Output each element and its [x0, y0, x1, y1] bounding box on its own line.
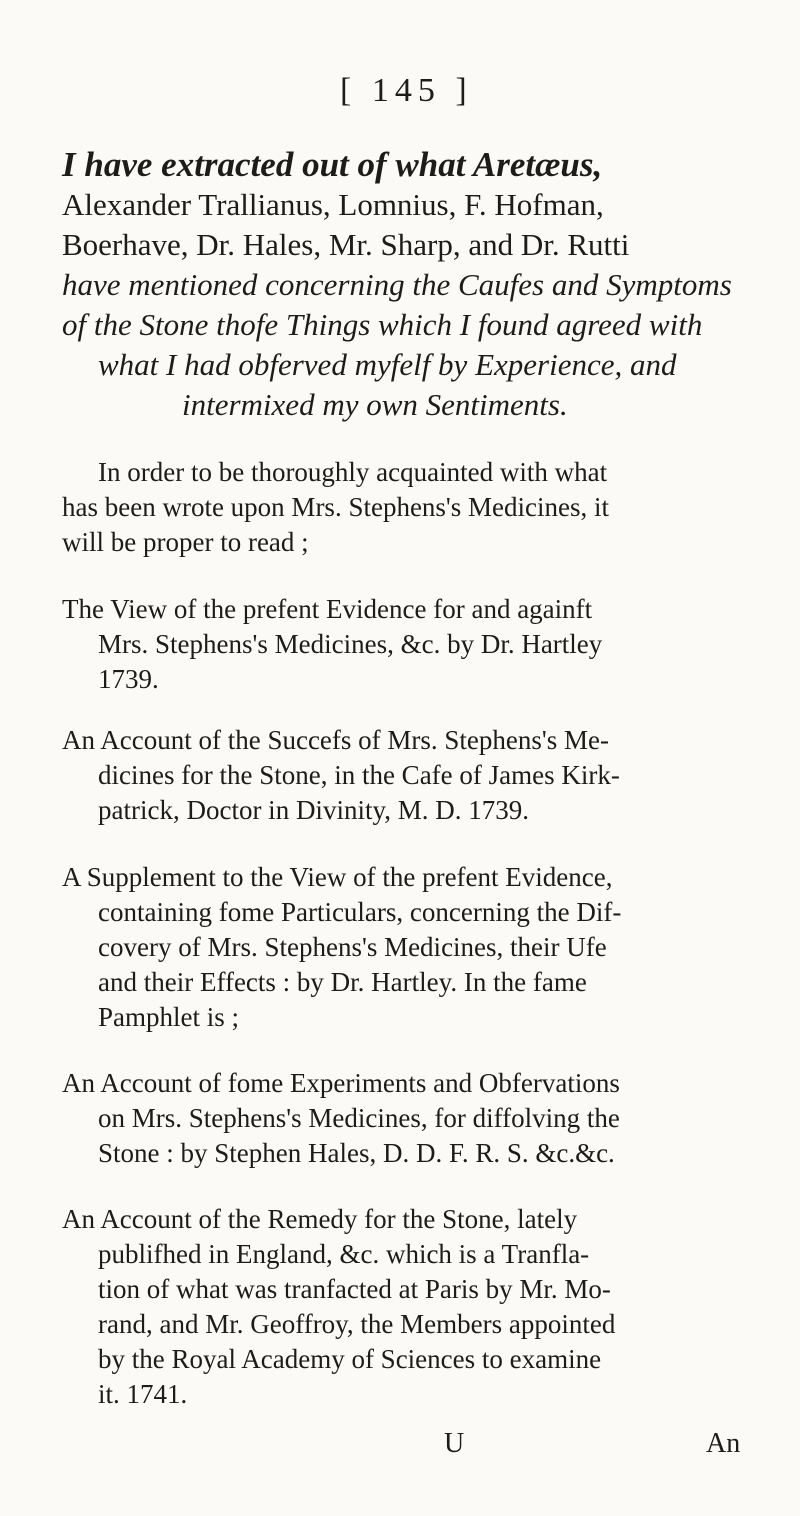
intro-line: Boerhave, Dr. Hales, Mr. Sharp, and Dr. Rutti [62, 227, 630, 262]
text-line: patrick, Doctor in Divinity, M. D. 1739. [98, 795, 529, 825]
text-line: An Account of the Succefs of Mrs. Stephens's Me- [62, 725, 610, 755]
text-line: will be proper to read ; [62, 527, 309, 557]
catchword: An [706, 1428, 741, 1459]
signature-mark: U [444, 1428, 465, 1459]
text-line: and their Effects : by Dr. Hartley. In the fame [98, 967, 587, 997]
intro-line: Alexander Trallianus, Lomnius, F. Hofman, [62, 187, 604, 222]
text-line: by the Royal Academy of Sciences to examine [98, 1344, 602, 1374]
entry-hartley-supplement [62, 860, 752, 1035]
text-line: has been wrote upon Mrs. Stephens's Medicines, it [62, 492, 610, 522]
intro-line: I have extracted out of what Aretæus, [62, 145, 603, 184]
text-line: Pamphlet is ; [98, 1002, 239, 1032]
text-line: publifhed in England, &c. which is a Tranfla- [98, 1239, 590, 1269]
intro-paragraph [62, 145, 752, 425]
page-number: [ 145 ] [340, 72, 473, 109]
intro-line: intermixed my own Sentiments. [182, 387, 568, 422]
text-line: covery of Mrs. Stephens's Medicines, their Ufe [98, 932, 607, 962]
text-line: tion of what was tranfacted at Paris by Mr. Mo- [98, 1274, 611, 1304]
text-line: it. 1741. [98, 1379, 188, 1409]
text-line: In order to be thoroughly acquainted with what [98, 457, 608, 487]
text-line: containing fome Particulars, concerning the Dif- [98, 897, 622, 927]
text-line: on Mrs. Stephens's Medicines, for diffolving the [98, 1103, 620, 1133]
text-line: An Account of the Remedy for the Stone, lately [62, 1204, 578, 1234]
text-line: An Account of fome Experiments and Obfervations [62, 1068, 620, 1098]
intro-line: have mentioned concerning the Caufes and Symptoms [62, 267, 732, 302]
entry-hales-experiments [62, 1066, 752, 1171]
paragraph-reading-order [62, 455, 752, 560]
text-line: dicines for the Stone, in the Cafe of James Kirk- [98, 760, 620, 790]
intro-line: what I had obferved myfelf by Experience, and [98, 347, 677, 382]
text-line: 1739. [98, 664, 159, 694]
text-line: The View of the prefent Evidence for and againft [62, 594, 593, 624]
text-line: rand, and Mr. Geoffroy, the Members appointed [98, 1309, 616, 1339]
intro-line: of the Stone thofe Things which I found agreed with [62, 307, 703, 342]
entry-hartley-view [62, 592, 752, 697]
text-line: Mrs. Stephens's Medicines, &c. by Dr. Hartley [98, 629, 603, 659]
text-line: Stone : by Stephen Hales, D. D. F. R. S. &c.&c. [98, 1138, 615, 1168]
entry-remedy-account [62, 1202, 752, 1412]
entry-kirkpatrick-account [62, 723, 752, 828]
text-line: A Supplement to the View of the prefent Evidence, [62, 862, 613, 892]
